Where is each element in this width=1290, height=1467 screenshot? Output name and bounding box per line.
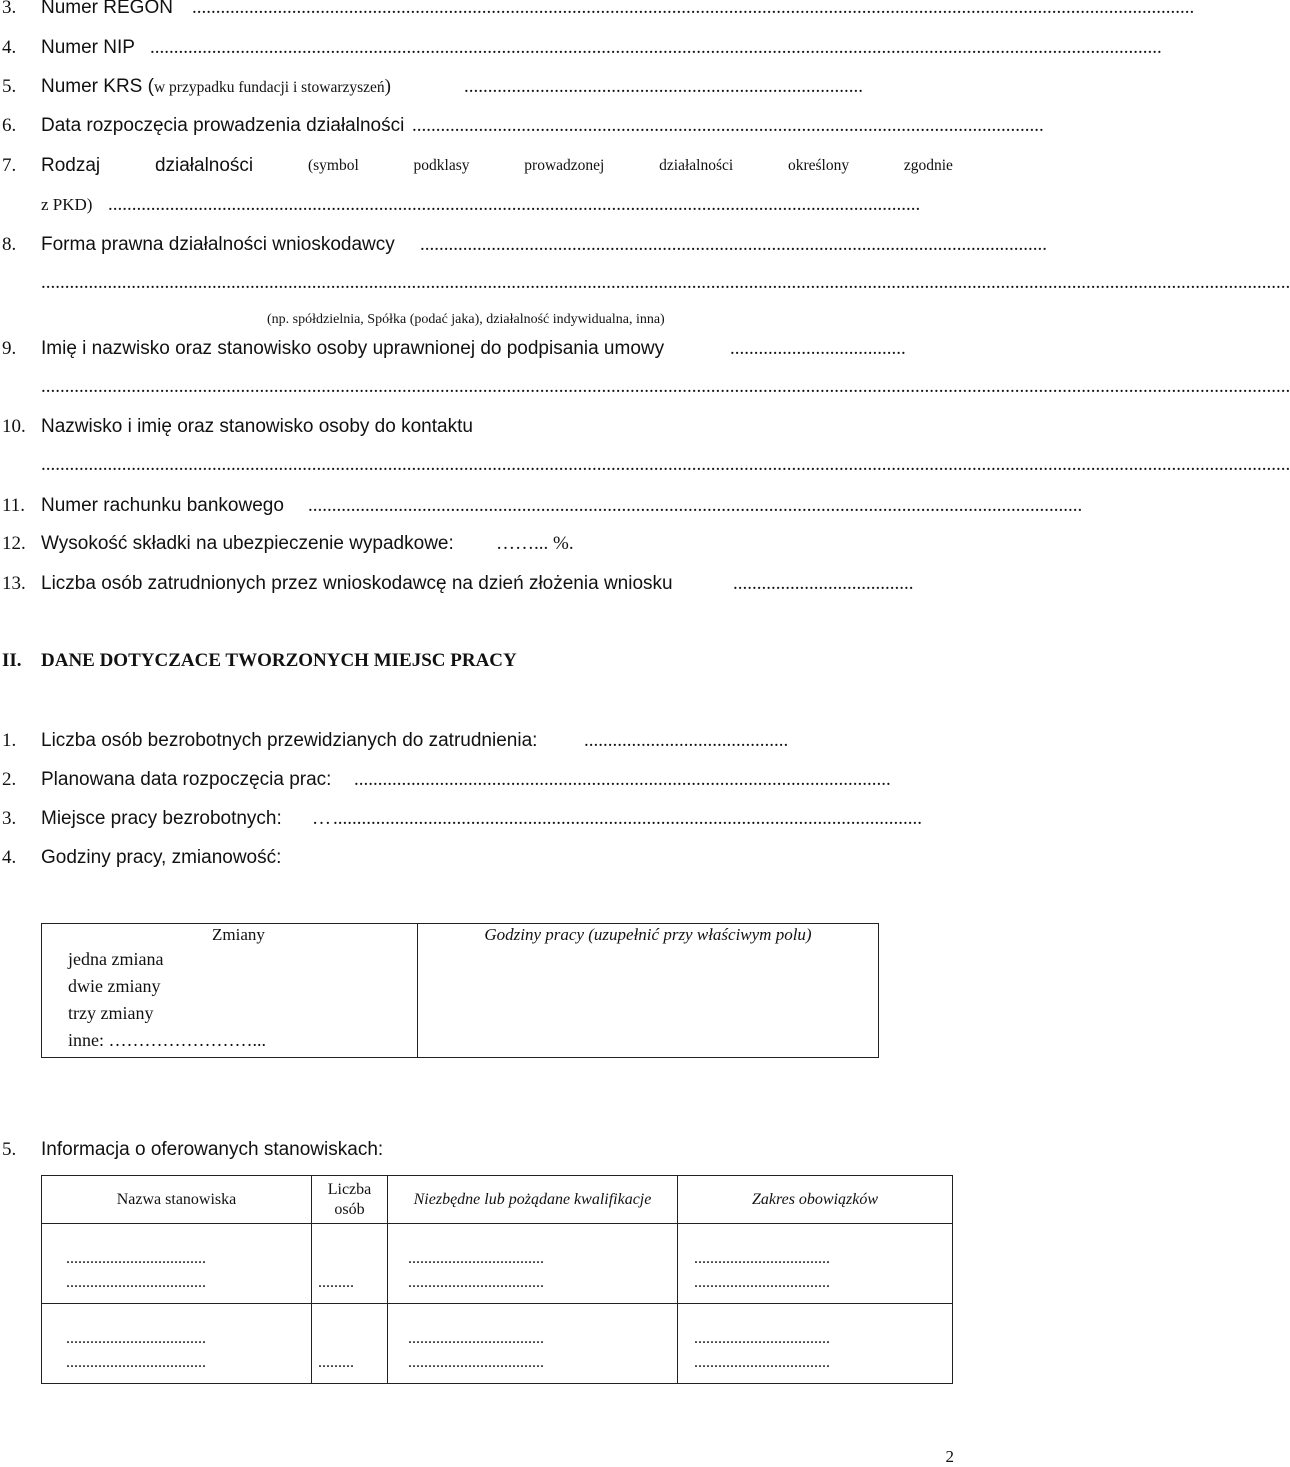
- label-word: (symbol: [307, 157, 359, 174]
- fill-dots: ....................................................................................................................................: [420, 234, 1047, 255]
- item-number: 13.: [2, 573, 26, 594]
- item-number: 12.: [2, 533, 26, 554]
- cell-dots: ..................................: [694, 1354, 830, 1371]
- table-row: [42, 1224, 953, 1304]
- field-label-end: ): [384, 76, 391, 97]
- item-number: 3.: [2, 0, 17, 18]
- field-label: Numer REGON: [41, 0, 173, 18]
- field-label: Forma prawna działalności wnioskodawcy: [41, 234, 395, 255]
- field-label: Nazwisko i imię oraz stanowisko osoby do kontaktu: [41, 416, 473, 437]
- table-row: [42, 1304, 953, 1384]
- item-number: 8.: [2, 234, 17, 255]
- item-number: 10.: [2, 416, 26, 437]
- label-word: prowadzonej: [524, 157, 605, 174]
- field-label: Liczba osób bezrobotnych przewidzianych do zatrudnienia:: [41, 730, 538, 751]
- section-number: II.: [2, 650, 22, 671]
- section-title: DANE DOTYCZACE TWORZONYCH MIEJSC PRACY: [41, 650, 517, 671]
- field-value: ……... %.: [496, 533, 574, 554]
- cell-dots: ..................................: [408, 1250, 544, 1267]
- shifts-column: [42, 924, 418, 1058]
- fill-dots: ...........................................................................................................................................................................: [108, 194, 921, 215]
- field-label: Planowana data rozpoczęcia prac:: [41, 769, 332, 790]
- cell-dots: ..................................: [694, 1330, 830, 1347]
- item-number: 4.: [2, 37, 17, 58]
- label-word: działalności: [659, 157, 734, 174]
- field-label: Numer NIP: [41, 37, 135, 58]
- fill-dots: .................................................................................................................: [354, 769, 891, 790]
- cell-dots: .........: [318, 1354, 354, 1371]
- hours-column[interactable]: [418, 924, 879, 1058]
- item-number: 9.: [2, 338, 17, 359]
- field-label: Numer rachunku bankowego: [41, 495, 284, 516]
- shift-row[interactable]: jedna zmiana: [68, 949, 164, 969]
- cell-dots: ..................................: [408, 1354, 544, 1371]
- fill-dots: .......................................................................................................................................................................................................................................................................: [41, 376, 1290, 397]
- fill-dots: ...................................................................................................................................................................: [308, 495, 1083, 516]
- cell-qualifications[interactable]: [388, 1304, 678, 1384]
- cell-position-name[interactable]: [42, 1224, 312, 1304]
- shifts-header: Zmiany: [212, 925, 265, 944]
- field-label-note: w przypadku fundacji i stowarzyszeń: [153, 79, 385, 96]
- label-word: Rodzaj: [41, 155, 101, 176]
- shift-row[interactable]: dwie zmiany: [68, 976, 161, 996]
- cell-dots: ...................................: [66, 1354, 206, 1371]
- field-label: Miejsce pracy bezrobotnych:: [41, 808, 282, 829]
- cell-count[interactable]: [312, 1304, 388, 1384]
- label-word: podklasy: [413, 157, 470, 174]
- field-label: Informacja o oferowanych stanowiskach:: [41, 1139, 384, 1160]
- header-position-name: Nazwa stanowiska: [42, 1176, 312, 1224]
- note-text: (np. spółdzielnia, Spółka (podać jaka), działalność indywidualna, inna): [267, 312, 665, 327]
- cell-duties[interactable]: [678, 1224, 953, 1304]
- fill-dots: ...................................................................................................................................................................................................................: [192, 0, 1195, 18]
- label-word: działalności: [154, 155, 254, 176]
- header-qualifications: Niezbędne lub pożądane kwalifikacje: [388, 1176, 678, 1224]
- fill-dots: ......................................: [733, 573, 914, 594]
- field-label: Liczba osób zatrudnionych przez wnioskodawcę na dzień złożenia wniosku: [41, 573, 673, 594]
- fill-dots: ...........................................: [584, 730, 789, 751]
- item-number: 7.: [2, 155, 17, 176]
- fill-dots: .....................................: [730, 338, 906, 359]
- field-label: Wysokość składki na ubezpieczenie wypadkowe:: [41, 533, 454, 554]
- fill-dots: .....................................................................................................................................: [412, 115, 1044, 136]
- item-number: 11.: [2, 495, 26, 516]
- header-duties: Zakres obowiązków: [678, 1176, 953, 1224]
- field-label: z PKD): [41, 195, 93, 214]
- cell-count[interactable]: [312, 1224, 388, 1304]
- fill-dots: .....................................................................................................................................................................................................................: [150, 37, 1162, 58]
- field-label: Data rozpoczęcia prowadzenia działalności: [41, 115, 405, 136]
- cell-dots: ...................................: [66, 1250, 206, 1267]
- cell-position-name[interactable]: [42, 1304, 312, 1384]
- cell-dots: ..................................: [408, 1330, 544, 1347]
- item-number: 5.: [2, 76, 17, 97]
- cell-dots: ..................................: [694, 1274, 830, 1291]
- item-number: 2.: [2, 769, 17, 790]
- label-word: zgodnie: [903, 157, 953, 174]
- header-count: Liczba osób: [312, 1176, 388, 1224]
- field-value: …: [312, 808, 331, 829]
- positions-table: [41, 1175, 953, 1384]
- field-label: Numer KRS (: [41, 76, 154, 97]
- cell-dots: ..................................: [408, 1274, 544, 1291]
- fill-dots: ....................................................................................: [464, 76, 863, 97]
- fill-dots: .......................................................................................................................................................................................................................................................................: [41, 272, 1290, 293]
- shift-row[interactable]: inne: ……………………...: [68, 1030, 266, 1050]
- item-number: 5.: [2, 1139, 17, 1160]
- item-number: 6.: [2, 115, 17, 136]
- label-word: określony: [787, 157, 850, 174]
- cell-dots: ...................................: [66, 1274, 206, 1291]
- fill-dots: .......................................................................................................................................................................................................................................................................: [41, 454, 1290, 475]
- hours-header: Godziny pracy (uzupełnić przy właściwym polu): [484, 925, 812, 944]
- cell-qualifications[interactable]: [388, 1224, 678, 1304]
- shifts-table: [41, 923, 879, 1058]
- fill-dots: ............................................................................................................................: [333, 808, 922, 829]
- page-number: 2: [945, 1447, 954, 1466]
- cell-duties[interactable]: [678, 1304, 953, 1384]
- cell-dots: ..................................: [694, 1250, 830, 1267]
- cell-dots: .........: [318, 1274, 354, 1291]
- field-label: Godziny pracy, zmianowość:: [41, 847, 282, 868]
- cell-dots: ...................................: [66, 1330, 206, 1347]
- item-number: 4.: [2, 847, 17, 868]
- item-number: 3.: [2, 808, 17, 829]
- item-number: 1.: [2, 730, 17, 751]
- shift-row[interactable]: trzy zmiany: [68, 1003, 154, 1023]
- field-label: Imię i nazwisko oraz stanowisko osoby uprawnionej do podpisania umowy: [41, 338, 665, 359]
